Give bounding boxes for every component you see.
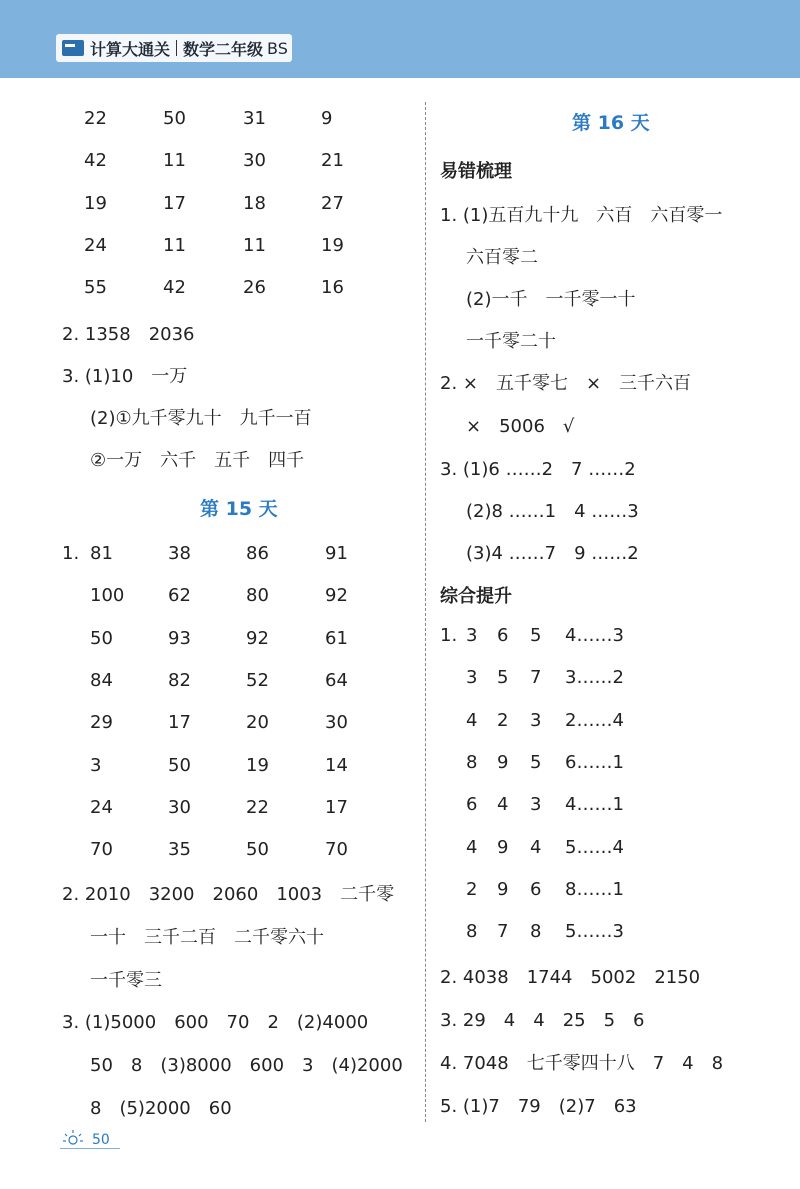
day15-grid-cell: 70 — [325, 839, 348, 861]
sec2-grid-cell: 4 — [466, 836, 478, 858]
sec2-grid-cell: 4……3 — [565, 625, 624, 646]
answer-grid-cell: 11 — [243, 234, 266, 256]
day15-grid-cell: 92 — [246, 627, 269, 649]
section-title: 综合提升 — [440, 586, 512, 607]
answer-grid-cell: 9 — [321, 108, 333, 129]
sec2-grid-cell: 4 — [497, 794, 509, 816]
day15-grid-cell: 80 — [246, 585, 269, 607]
answer-grid-cell: 21 — [321, 150, 344, 172]
sec2-grid-cell: 8 — [466, 921, 478, 943]
answer-line: 2. 2010 3200 2060 1003 二千零 — [62, 884, 395, 905]
sec2-grid-cell: 9 — [497, 751, 509, 773]
day15-grid-cell: 35 — [168, 839, 191, 861]
answer-grid-cell: 11 — [163, 234, 186, 256]
day15-grid-cell: 17 — [325, 796, 348, 818]
day15-grid-cell: 30 — [168, 796, 191, 818]
sun-icon — [62, 1128, 84, 1146]
day15-grid-cell: 70 — [90, 839, 113, 861]
answer-line: 3. (1)10 一万 — [62, 366, 188, 387]
answer-line: 3. (1)5000 600 70 2 (2)4000 — [62, 1012, 369, 1033]
day-15-title: 第 15 天 — [200, 498, 278, 520]
answer-grid-cell: 16 — [321, 277, 344, 299]
day15-grid-cell: 19 — [246, 754, 269, 776]
answer-line: (2)8 ……1 4 ……3 — [466, 501, 639, 522]
day15-grid-cell: 82 — [168, 669, 191, 691]
day15-grid-cell: 52 — [246, 669, 269, 691]
page-number: 50 — [92, 1132, 110, 1148]
sec2-grid-cell: 9 — [497, 836, 509, 858]
answer-line: 一千零三 — [90, 970, 162, 991]
answer-line: (3)4 ……7 9 ……2 — [466, 543, 639, 564]
sec2-grid-cell: 6……1 — [565, 751, 624, 773]
day15-grid-cell: 64 — [325, 669, 348, 691]
day15-grid-cell: 24 — [90, 796, 113, 818]
edition-label: BS — [267, 38, 288, 58]
answer-grid-cell: 18 — [243, 192, 266, 214]
day15-grid-cell: 22 — [246, 796, 269, 818]
day15-grid-cell: 81 — [90, 543, 113, 564]
answer-line: ②一万 六千 五千 四千 — [90, 450, 305, 471]
answer-line: 1. (1)五百九十九 六百 六百零一 — [440, 205, 723, 226]
answer-line: 3. (1)6 ……2 7 ……2 — [440, 459, 636, 480]
sec2-grid-cell: 9 — [497, 878, 509, 900]
answer-line: (2)一千 一千零一十 — [466, 289, 636, 310]
day15-grid-cell: 17 — [168, 712, 191, 734]
answer-line: 一十 三千二百 二千零六十 — [90, 927, 324, 948]
sec2-grid-cell: 6 — [466, 794, 478, 816]
sec2-grid-cell: 3 — [530, 709, 542, 731]
answer-grid-cell: 11 — [163, 150, 186, 172]
sec2-grid-cell: 4……1 — [565, 794, 624, 816]
answer-line: 8 (5)2000 60 — [90, 1098, 232, 1119]
day15-grid-cell: 86 — [246, 543, 269, 564]
day15-grid-cell: 92 — [325, 585, 348, 607]
sec2-grid-cell: 4 — [466, 709, 478, 731]
answer-grid-cell: 42 — [84, 150, 107, 172]
sec2-grid-cell: 2……4 — [565, 709, 624, 731]
section-title: 易错梳理 — [440, 161, 512, 182]
answer-grid-cell: 42 — [163, 277, 186, 299]
answer-grid-cell: 27 — [321, 192, 344, 214]
answer-grid-cell: 24 — [84, 234, 107, 256]
sec2-grid-cell: 8 — [530, 921, 542, 943]
answer-line: 50 8 (3)8000 600 3 (4)2000 — [90, 1055, 403, 1076]
answer-line: 六百零二 — [466, 247, 538, 268]
answer-line: 2. 4038 1744 5002 2150 — [440, 967, 701, 988]
footer-rule — [60, 1148, 120, 1149]
day15-grid-cell: 20 — [246, 712, 269, 734]
day15-grid-cell: 29 — [90, 712, 113, 734]
question-label: 1. — [62, 543, 80, 564]
day15-grid-cell: 61 — [325, 627, 348, 649]
answer-line: × 5006 √ — [466, 416, 575, 437]
answer-grid-cell: 19 — [321, 234, 344, 256]
sec2-grid-cell: 8 — [466, 751, 478, 773]
sec2-grid-cell: 7 — [530, 667, 542, 689]
day15-grid-cell: 30 — [325, 712, 348, 734]
answer-line: 一千零二十 — [466, 331, 556, 352]
day15-grid-cell: 38 — [168, 543, 191, 564]
day-16-title: 第 16 天 — [572, 112, 650, 134]
day15-grid-cell: 100 — [90, 585, 125, 607]
column-divider — [425, 102, 426, 1122]
answer-grid-cell: 19 — [84, 192, 107, 214]
sec2-grid-cell: 5……4 — [565, 836, 624, 858]
book-title-badge — [56, 34, 292, 62]
answer-grid-cell: 31 — [243, 108, 266, 129]
day15-grid-cell: 50 — [168, 754, 191, 776]
answer-line: 2. 1358 2036 — [62, 324, 195, 345]
answer-grid-cell: 55 — [84, 277, 107, 299]
question-label: 1. — [440, 625, 458, 646]
page-header — [0, 0, 800, 78]
answer-grid-cell: 22 — [84, 108, 107, 129]
day15-grid-cell: 62 — [168, 585, 191, 607]
answer-grid-cell: 26 — [243, 277, 266, 299]
sec2-grid-cell: 5 — [530, 751, 542, 773]
answer-grid-cell: 17 — [163, 192, 186, 214]
sec2-grid-cell: 3 — [530, 794, 542, 816]
subject-name: 数学二年级 — [183, 39, 264, 59]
sec2-grid-cell: 3 — [466, 667, 478, 689]
sec2-grid-cell: 8……1 — [565, 878, 624, 900]
answer-line: (2)①九千零九十 九千一百 — [90, 408, 312, 429]
answer-grid-cell: 50 — [163, 108, 186, 129]
answer-line: 4. 7048 七千零四十八 7 4 8 — [440, 1053, 724, 1074]
sec2-grid-cell: 6 — [497, 625, 509, 646]
sec2-grid-cell: 3 — [466, 625, 478, 646]
sec2-grid-cell: 5 — [530, 625, 542, 646]
day15-grid-cell: 14 — [325, 754, 348, 776]
sec2-grid-cell: 2 — [497, 709, 509, 731]
day15-grid-cell: 50 — [246, 839, 269, 861]
answer-grid-cell: 30 — [243, 150, 266, 172]
answer-line: 5. (1)7 79 (2)7 63 — [440, 1096, 637, 1117]
title-separator — [176, 40, 177, 56]
sec2-grid-cell: 6 — [530, 878, 542, 900]
series-name: 计算大通关 — [90, 39, 171, 59]
day15-grid-cell: 3 — [90, 754, 102, 776]
day15-grid-cell: 84 — [90, 669, 113, 691]
sec2-grid-cell: 4 — [530, 836, 542, 858]
sec2-grid-cell: 2 — [466, 878, 478, 900]
sec2-grid-cell: 7 — [497, 921, 509, 943]
book-icon — [62, 40, 84, 56]
sec2-grid-cell: 5 — [497, 667, 509, 689]
day15-grid-cell: 50 — [90, 627, 113, 649]
day15-grid-cell: 91 — [325, 543, 348, 564]
day15-grid-cell: 93 — [168, 627, 191, 649]
answer-line: 2. × 五千零七 × 三千六百 — [440, 373, 692, 394]
sec2-grid-cell: 3……2 — [565, 667, 624, 689]
sec2-grid-cell: 5……3 — [565, 921, 624, 943]
answer-line: 3. 29 4 4 25 5 6 — [440, 1010, 645, 1031]
